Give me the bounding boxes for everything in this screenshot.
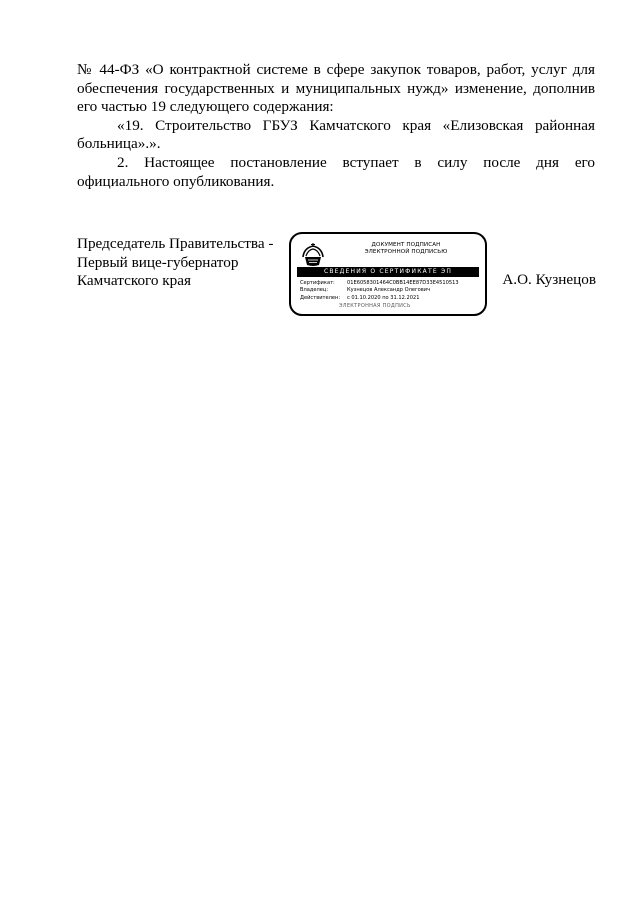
document-body xyxy=(77,61,595,191)
paragraph-effective-date: 2. Настоящее постановление вступает в силу после дня его официального опубликования. xyxy=(77,153,595,190)
stamp-certificate-bar: СВЕДЕНИЯ О СЕРТИФИКАТЕ ЭП xyxy=(297,267,479,277)
stamp-label: Сертификат: xyxy=(300,280,335,286)
signer-title-line-3: Камчатского края xyxy=(77,272,191,290)
stamp-row-validity xyxy=(300,295,482,302)
signer-title-line-2: Первый вице-губернатор xyxy=(77,253,239,271)
stamp-value: Кузнецов Александр Олегович xyxy=(347,287,431,294)
signer-name: А.О. Кузнецов xyxy=(502,271,596,288)
stamp-value: с 01.10.2020 по 31.12.2021 xyxy=(347,294,420,301)
stamp-details xyxy=(300,280,482,302)
stamp-header-line-1: ДОКУМЕНТ ПОДПИСАН xyxy=(371,242,441,248)
electronic-signature-stamp xyxy=(289,232,487,316)
paragraph-amendment: № 44-ФЗ «О контрактной системе в сфере закупок товаров, работ, услуг для обеспечения государственных и муниципальных нужд» изменение, дополнив его частью 19 следующего содержания: xyxy=(77,61,595,116)
stamp-label: Владелец: xyxy=(300,287,329,294)
signer-title-line-1: Председатель Правительства - xyxy=(77,235,274,252)
stamp-value: 01E6058301464C0BB14EE87D33E4510513 xyxy=(347,280,459,286)
stamp-footer: ЭЛЕКТРОННАЯ ПОДПИСЬ xyxy=(339,303,411,309)
signer-title-block xyxy=(77,235,273,291)
paragraph-item-19: «19. Строительство ГБУЗ Камчатского края «Елизовская районная больница».». xyxy=(77,116,595,153)
stamp-header xyxy=(331,242,481,256)
stamp-header-line-2: ЭЛЕКТРОННОЙ ПОДПИСЬЮ xyxy=(364,249,448,256)
stamp-row-certificate xyxy=(300,280,482,287)
coat-of-arms-icon xyxy=(300,240,326,268)
stamp-row-owner xyxy=(300,287,482,294)
stamp-label: Действителен: xyxy=(300,294,341,301)
